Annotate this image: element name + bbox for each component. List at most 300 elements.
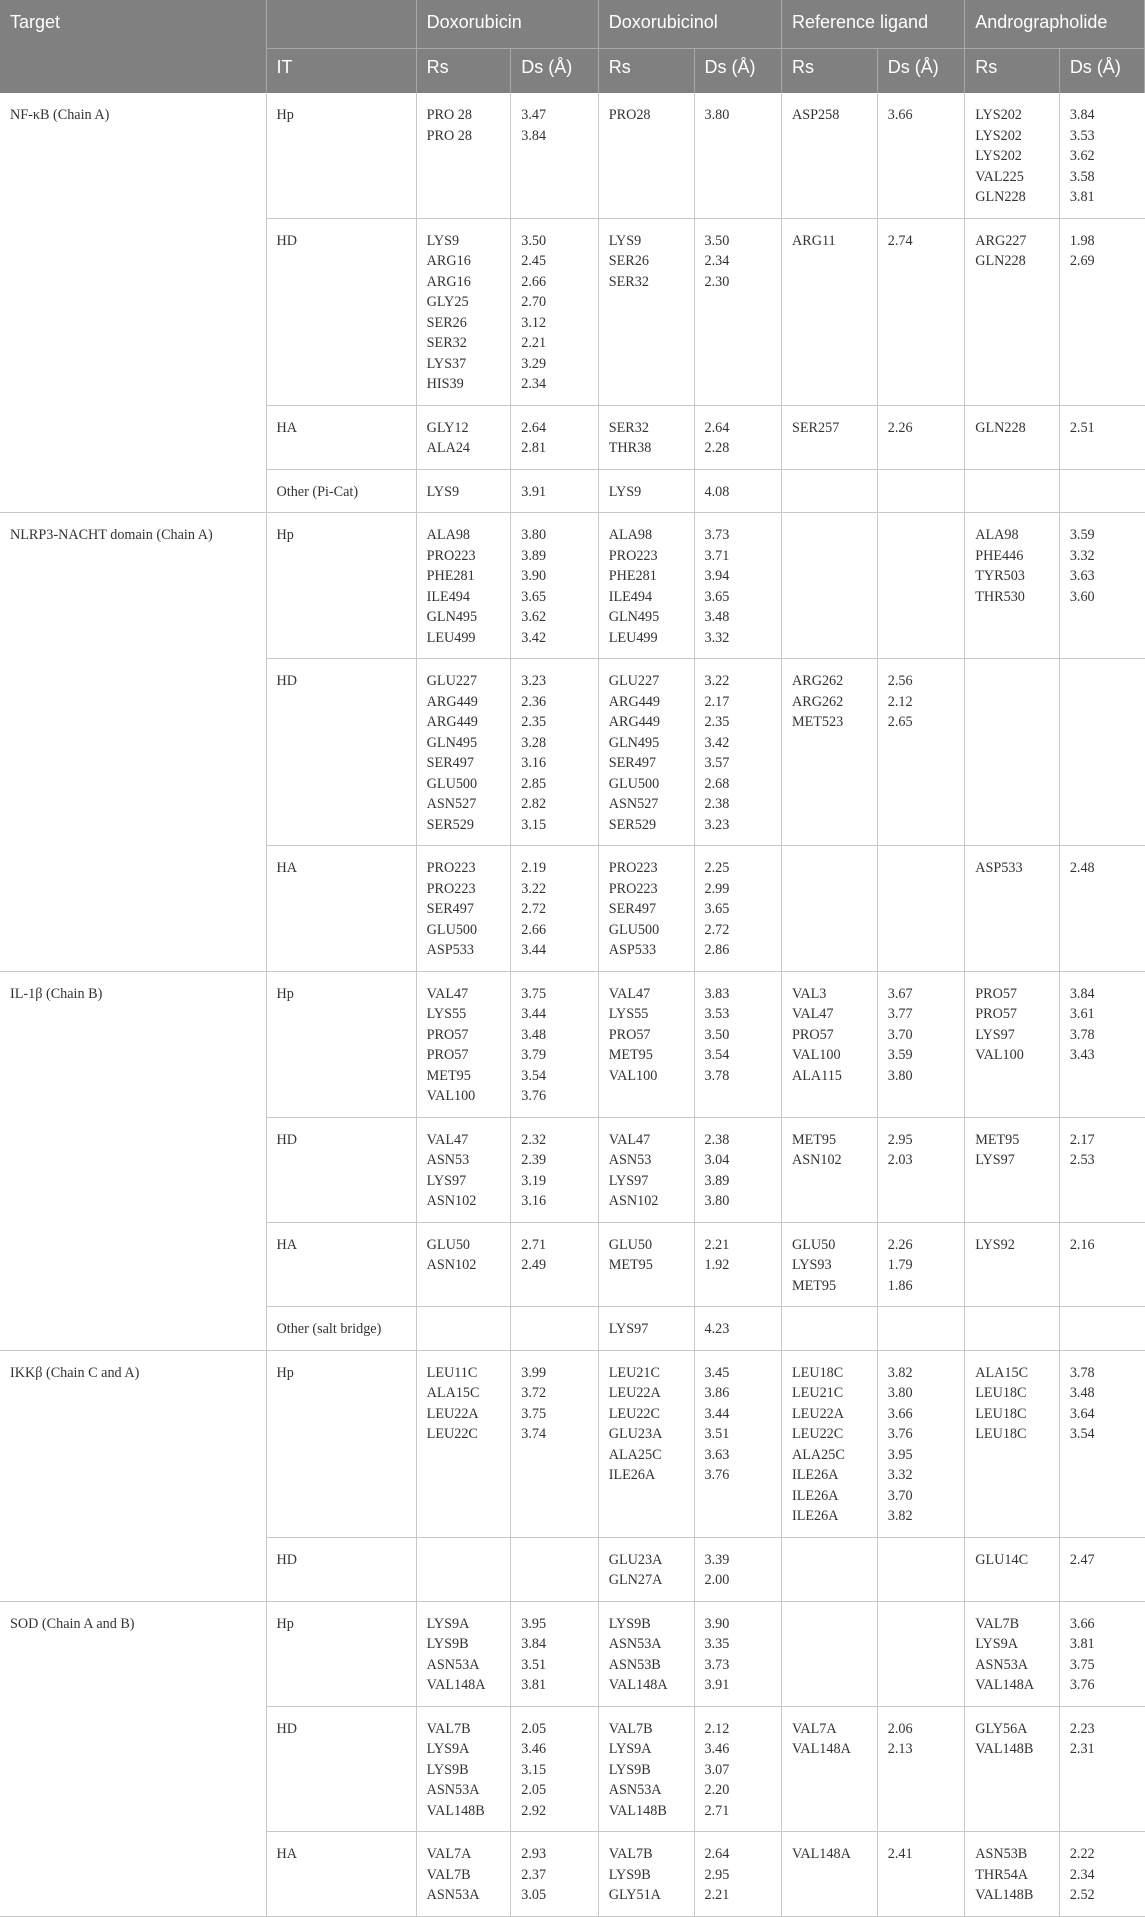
header-row-1 xyxy=(0,0,1145,49)
distance-value: 2.06 xyxy=(887,1720,913,1737)
distance-value: 2.34 xyxy=(521,376,547,392)
residue-cell xyxy=(965,93,1060,218)
distance-cell xyxy=(1059,1307,1144,1351)
residue-value: ASN102 xyxy=(791,1152,842,1168)
distance-value: 3.95 xyxy=(887,1446,913,1463)
distance-value: 3.28 xyxy=(521,734,547,751)
residue-value: ALA25C xyxy=(791,1446,845,1463)
residue-value: ASN527 xyxy=(608,796,659,812)
residue-value: ARG262 xyxy=(791,673,844,689)
residue-value: GLN495 xyxy=(608,609,660,625)
residue-value: VAL148A xyxy=(791,1846,851,1862)
distance-value: 2.69 xyxy=(1069,253,1095,269)
residue-value: ILE26A xyxy=(608,1467,656,1483)
residue-value: ARG449 xyxy=(426,693,478,710)
distance-value: 1.86 xyxy=(887,1277,913,1294)
distance-cell xyxy=(694,971,781,1117)
header-blank xyxy=(266,0,416,49)
distance-value: 3.75 xyxy=(521,1405,547,1422)
residue-value: GLY56A xyxy=(975,1720,1028,1737)
residue-value: VAL100 xyxy=(975,1047,1024,1063)
distance-value: 3.89 xyxy=(704,1172,730,1189)
distance-value: 3.42 xyxy=(521,629,547,646)
distance-value: 2.16 xyxy=(1069,1236,1095,1253)
residue-cell xyxy=(781,1537,877,1601)
residue-cell xyxy=(965,405,1060,469)
residue-cell xyxy=(965,971,1060,1117)
interaction-type: Other (Pi-Cat) xyxy=(266,469,416,513)
residue-cell xyxy=(781,218,877,405)
distance-cell xyxy=(877,218,964,405)
residue-cell xyxy=(598,1706,694,1832)
distance-value: 3.48 xyxy=(1069,1385,1095,1401)
distance-cell xyxy=(1059,1706,1144,1832)
distance-value: 2.95 xyxy=(704,1866,730,1883)
distance-cell xyxy=(877,469,964,513)
distance-value: 2.00 xyxy=(704,1572,730,1588)
distance-value: 3.76 xyxy=(704,1467,730,1483)
distance-value: 2.65 xyxy=(887,714,913,730)
residue-value: VAL148A xyxy=(608,1677,668,1693)
residue-cell xyxy=(781,1307,877,1351)
interaction-type: Hp xyxy=(266,513,416,659)
residue-cell xyxy=(965,1117,1060,1222)
distance-value: 3.12 xyxy=(521,314,547,331)
header-rs: Rs xyxy=(781,49,877,94)
residue-value: PRO 28 xyxy=(426,127,472,144)
table-body xyxy=(0,93,1145,1916)
distance-value: 3.48 xyxy=(521,1026,547,1043)
distance-value: 2.32 xyxy=(521,1131,547,1148)
distance-value: 2.23 xyxy=(1069,1720,1095,1737)
residue-value: SER497 xyxy=(426,901,474,917)
distance-cell xyxy=(511,1601,599,1706)
distance-value: 3.23 xyxy=(521,673,547,689)
residue-cell xyxy=(965,659,1060,846)
distance-cell xyxy=(877,971,964,1117)
distance-cell xyxy=(1059,1350,1144,1537)
distance-value: 3.50 xyxy=(704,232,730,249)
distance-cell xyxy=(511,846,599,972)
residue-value: LYS9A xyxy=(608,1741,652,1757)
residue-cell xyxy=(781,1222,877,1307)
residue-value: GLU227 xyxy=(608,673,660,689)
distance-cell xyxy=(1059,93,1144,218)
distance-value: 2.12 xyxy=(704,1720,730,1737)
residue-cell xyxy=(598,659,694,846)
distance-cell xyxy=(877,1350,964,1537)
residue-cell xyxy=(598,1601,694,1706)
distance-value: 2.34 xyxy=(1069,1866,1095,1883)
header-row-2 xyxy=(0,49,1145,94)
distance-value: 3.59 xyxy=(1069,527,1095,543)
residue-value: VAL148B xyxy=(975,1887,1034,1903)
target-name: IL-1β (Chain B) xyxy=(0,971,266,1350)
residue-value: ARG449 xyxy=(608,693,660,710)
residue-value: LEU18C xyxy=(791,1364,844,1381)
residue-cell xyxy=(598,513,694,659)
distance-cell xyxy=(877,1601,964,1706)
residue-value: LYS9B xyxy=(426,1636,469,1652)
residue-value: SER32 xyxy=(426,335,467,351)
distance-cell xyxy=(694,1350,781,1537)
residue-value: PRO57 xyxy=(975,985,1018,1002)
distance-value: 3.84 xyxy=(1069,985,1095,1002)
interaction-type: Hp xyxy=(266,971,416,1117)
residue-cell xyxy=(416,1706,511,1832)
residue-cell xyxy=(781,1601,877,1706)
residue-cell xyxy=(416,1307,511,1351)
table-row xyxy=(0,93,1145,218)
residue-value: ASN53B xyxy=(975,1846,1028,1862)
distance-value: 2.28 xyxy=(704,440,730,456)
residue-value: MET95 xyxy=(791,1277,837,1294)
residue-value: ASP533 xyxy=(608,942,657,958)
distance-value: 3.83 xyxy=(704,985,730,1002)
distance-value: 3.76 xyxy=(1069,1677,1095,1693)
residue-value: PRO57 xyxy=(608,1026,651,1043)
residue-value: VAL148B xyxy=(608,1802,667,1819)
residue-value: VAL47 xyxy=(608,985,651,1002)
distance-value: 3.75 xyxy=(521,985,547,1002)
distance-value: 3.80 xyxy=(704,107,730,123)
distance-value: 3.44 xyxy=(704,1405,730,1422)
residue-value: LYS9B xyxy=(608,1866,651,1883)
distance-value: 2.37 xyxy=(521,1866,547,1883)
residue-value: MET95 xyxy=(608,1047,653,1063)
distance-value: 2.52 xyxy=(1069,1887,1095,1903)
residue-cell xyxy=(598,1537,694,1601)
residue-cell xyxy=(781,971,877,1117)
distance-value: 2.34 xyxy=(704,253,730,269)
residue-value: LEU499 xyxy=(426,629,476,646)
distance-value: 2.13 xyxy=(887,1741,913,1757)
residue-value: PHE281 xyxy=(608,568,657,584)
residue-value: VAL47 xyxy=(608,1131,651,1148)
distance-cell xyxy=(694,1537,781,1601)
residue-value: PRO223 xyxy=(608,880,658,897)
distance-value: 3.82 xyxy=(887,1364,913,1381)
distance-cell xyxy=(694,513,781,659)
distance-value: 3.58 xyxy=(1069,168,1095,185)
distance-cell xyxy=(877,846,964,972)
header-rs: Rs xyxy=(598,49,694,94)
header-it: IT xyxy=(266,49,416,94)
residue-value: GLN228 xyxy=(975,253,1026,269)
distance-value: 2.21 xyxy=(704,1887,730,1903)
distance-value: 2.47 xyxy=(1069,1551,1095,1568)
distance-value: 3.61 xyxy=(1069,1006,1095,1022)
header-target: Target xyxy=(0,0,266,49)
distance-cell xyxy=(694,469,781,513)
residue-cell xyxy=(416,1350,511,1537)
residue-value: ALA24 xyxy=(426,440,471,456)
residue-value: PHE281 xyxy=(426,568,475,584)
distance-cell xyxy=(694,1222,781,1307)
interaction-type: HD xyxy=(266,659,416,846)
distance-value: 1.98 xyxy=(1069,232,1095,249)
residue-value: MET95 xyxy=(975,1131,1020,1148)
residue-cell xyxy=(416,93,511,218)
residue-cell xyxy=(598,218,694,405)
residue-value: PRO 28 xyxy=(426,107,472,123)
residue-cell xyxy=(598,1117,694,1222)
residue-value: LEU22A xyxy=(426,1405,479,1422)
distance-value: 3.76 xyxy=(887,1426,913,1442)
interaction-type: Hp xyxy=(266,1601,416,1706)
distance-cell xyxy=(1059,1222,1144,1307)
distance-cell xyxy=(1059,513,1144,659)
distance-value: 3.19 xyxy=(521,1172,547,1189)
distance-value: 3.53 xyxy=(1069,127,1095,144)
distance-value: 2.22 xyxy=(1069,1846,1095,1862)
distance-value: 3.54 xyxy=(521,1067,547,1084)
distance-cell xyxy=(877,1832,964,1917)
residue-value: VAL225 xyxy=(975,168,1024,185)
residue-value: ARG227 xyxy=(975,232,1027,249)
residue-value: LEU18C xyxy=(975,1405,1027,1422)
distance-value: 3.45 xyxy=(704,1364,730,1381)
target-name: NF-κB (Chain A) xyxy=(0,93,266,513)
distance-value: 3.44 xyxy=(521,942,547,958)
distance-value: 3.66 xyxy=(1069,1615,1095,1632)
distance-value: 2.53 xyxy=(1069,1152,1095,1168)
distance-value: 2.38 xyxy=(704,796,730,812)
residue-value: VAL148A xyxy=(975,1677,1035,1693)
residue-value: VAL148A xyxy=(426,1677,486,1693)
residue-cell xyxy=(965,1222,1060,1307)
distance-value: 2.93 xyxy=(521,1846,547,1862)
distance-value: 2.48 xyxy=(1069,860,1095,876)
residue-value: THR530 xyxy=(975,588,1025,605)
distance-value: 3.91 xyxy=(704,1677,730,1693)
distance-value: 2.82 xyxy=(521,796,547,812)
residue-value: ASN53A xyxy=(608,1782,662,1798)
residue-value: GLN495 xyxy=(426,609,478,625)
distance-value: 3.74 xyxy=(521,1426,547,1442)
distance-value: 3.78 xyxy=(1069,1026,1095,1043)
distance-value: 2.39 xyxy=(521,1152,547,1168)
target-name: SOD (Chain A and B) xyxy=(0,1601,266,1916)
residue-value: LYS37 xyxy=(426,355,467,372)
residue-value: VAL3 xyxy=(791,985,827,1002)
distance-value: 3.60 xyxy=(1069,588,1095,605)
distance-cell xyxy=(1059,469,1144,513)
residue-value: PRO223 xyxy=(426,860,476,876)
residue-value: PRO57 xyxy=(426,1026,469,1043)
residue-value: LYS55 xyxy=(608,1006,649,1022)
distance-value: 3.39 xyxy=(704,1551,730,1568)
residue-value: GLU14C xyxy=(975,1551,1029,1568)
distance-cell xyxy=(511,1117,599,1222)
header-doxorubicinol: Doxorubicinol xyxy=(598,0,781,49)
residue-cell xyxy=(965,1537,1060,1601)
residue-value: PRO223 xyxy=(426,880,476,897)
residue-cell xyxy=(781,405,877,469)
residue-value: LYS9 xyxy=(426,483,460,500)
distance-value: 3.48 xyxy=(704,609,730,625)
distance-cell xyxy=(511,1832,599,1917)
residue-cell xyxy=(598,971,694,1117)
residue-value: ILE494 xyxy=(426,588,470,605)
interaction-type: Hp xyxy=(266,93,416,218)
distance-cell xyxy=(1059,1117,1144,1222)
residue-cell xyxy=(416,218,511,405)
residue-value: VAL7B xyxy=(975,1615,1020,1632)
distance-cell xyxy=(511,1350,599,1537)
residue-value: LYS9A xyxy=(975,1636,1018,1652)
distance-value: 2.95 xyxy=(887,1131,913,1148)
distance-value: 2.21 xyxy=(704,1236,730,1253)
residue-value: LYS97 xyxy=(608,1172,649,1189)
residue-value: ASP258 xyxy=(791,107,840,123)
residue-value: ARG262 xyxy=(791,693,844,710)
residue-cell xyxy=(781,93,877,218)
residue-value: SER497 xyxy=(608,901,657,917)
distance-value: 3.77 xyxy=(887,1006,913,1022)
distance-value: 3.15 xyxy=(521,816,547,833)
distance-value: 3.63 xyxy=(1069,568,1095,584)
distance-value: 3.07 xyxy=(704,1761,730,1778)
distance-value: 2.17 xyxy=(704,693,730,710)
distance-cell xyxy=(694,405,781,469)
residue-cell xyxy=(781,846,877,972)
interaction-type: HD xyxy=(266,1537,416,1601)
distance-value: 3.59 xyxy=(887,1047,913,1063)
residue-value: LEU499 xyxy=(608,629,658,646)
residue-cell xyxy=(598,1222,694,1307)
residue-value: GLN228 xyxy=(975,419,1026,436)
distance-cell xyxy=(694,1307,781,1351)
distance-value: 3.50 xyxy=(521,232,547,249)
residue-cell xyxy=(965,1601,1060,1706)
residue-cell xyxy=(965,1307,1060,1351)
residue-cell xyxy=(781,1706,877,1832)
residue-value: LYS92 xyxy=(975,1236,1015,1253)
residue-value: GLY51A xyxy=(608,1887,661,1903)
residue-value: MET95 xyxy=(426,1067,471,1084)
distance-value: 3.81 xyxy=(1069,1636,1095,1652)
distance-value: 3.95 xyxy=(521,1615,547,1632)
residue-value: LEU11C xyxy=(426,1364,478,1381)
distance-value: 3.35 xyxy=(704,1636,730,1652)
distance-value: 3.32 xyxy=(704,629,730,646)
distance-value: 2.25 xyxy=(704,860,730,876)
residue-cell xyxy=(781,1350,877,1537)
distance-value: 3.62 xyxy=(1069,148,1095,164)
residue-value: SER529 xyxy=(426,816,474,833)
distance-value: 3.84 xyxy=(521,1636,547,1652)
residue-value: LYS202 xyxy=(975,127,1022,144)
residue-value: LYS97 xyxy=(975,1152,1015,1168)
distance-cell xyxy=(877,1307,964,1351)
distance-value: 2.71 xyxy=(521,1236,547,1253)
residue-cell xyxy=(598,93,694,218)
residue-value: ASN53B xyxy=(608,1656,661,1673)
residue-value: VAL7B xyxy=(608,1846,653,1862)
residue-value: PHE446 xyxy=(975,547,1024,564)
header-ds: Ds (Å) xyxy=(694,49,781,94)
distance-value: 3.80 xyxy=(521,527,547,543)
residue-value: SER26 xyxy=(426,314,467,331)
distance-value: 3.46 xyxy=(704,1741,730,1757)
residue-value: VAL7B xyxy=(608,1720,653,1737)
distance-value: 3.75 xyxy=(1069,1656,1095,1673)
residue-value: LYS97 xyxy=(975,1026,1015,1043)
distance-value: 3.81 xyxy=(1069,189,1095,205)
residue-value: ASP533 xyxy=(426,942,474,958)
distance-value: 3.84 xyxy=(521,127,547,144)
table-row xyxy=(0,513,1145,659)
residue-value: ARG16 xyxy=(426,273,471,290)
distance-value: 3.29 xyxy=(521,355,547,372)
distance-value: 2.45 xyxy=(521,253,547,269)
distance-cell xyxy=(1059,846,1144,972)
header-ds: Ds (Å) xyxy=(877,49,964,94)
distance-cell xyxy=(1059,1832,1144,1917)
distance-value: 3.46 xyxy=(521,1741,547,1757)
distance-value: 3.81 xyxy=(521,1677,547,1693)
residue-value: ILE26A xyxy=(791,1508,839,1524)
residue-value: LEU21C xyxy=(791,1385,844,1401)
residue-cell xyxy=(416,1601,511,1706)
distance-value: 3.86 xyxy=(704,1385,730,1401)
table-row xyxy=(0,971,1145,1117)
residue-cell xyxy=(781,469,877,513)
residue-value: LEU18C xyxy=(975,1385,1027,1401)
distance-value: 2.12 xyxy=(887,693,913,710)
residue-value: GLU50 xyxy=(791,1236,836,1253)
distance-value: 1.79 xyxy=(887,1257,913,1273)
distance-value: 2.72 xyxy=(521,901,547,917)
residue-value: ALA15C xyxy=(975,1364,1029,1381)
distance-cell xyxy=(694,93,781,218)
residue-value: GLU50 xyxy=(608,1236,653,1253)
distance-value: 2.64 xyxy=(521,419,547,436)
residue-value: VAL148A xyxy=(791,1741,851,1757)
residue-value: LEU21C xyxy=(608,1364,660,1381)
residue-cell xyxy=(781,659,877,846)
distance-value: 2.35 xyxy=(704,714,730,730)
distance-value: 3.99 xyxy=(521,1364,547,1381)
distance-cell xyxy=(877,93,964,218)
distance-value: 2.26 xyxy=(887,419,913,436)
distance-value: 3.22 xyxy=(521,880,547,897)
residue-cell xyxy=(416,659,511,846)
residue-value: VAL100 xyxy=(608,1067,658,1084)
residue-value: LYS9B xyxy=(608,1615,651,1632)
residue-value: LYS9 xyxy=(608,232,642,249)
residue-value: ARG16 xyxy=(426,253,471,269)
distance-cell xyxy=(1059,218,1144,405)
distance-value: 2.70 xyxy=(521,294,547,310)
residue-cell xyxy=(598,846,694,972)
residue-value: ALA15C xyxy=(426,1385,480,1401)
distance-value: 3.80 xyxy=(887,1067,913,1084)
residue-value: VAL148B xyxy=(975,1741,1034,1757)
residue-value: GLU50 xyxy=(426,1236,471,1253)
distance-value: 2.56 xyxy=(887,673,913,689)
distance-cell xyxy=(1059,1537,1144,1601)
residue-value: LYS93 xyxy=(791,1257,832,1273)
residue-value: GLN495 xyxy=(608,734,660,751)
residue-value: GLN495 xyxy=(426,734,478,751)
distance-value: 3.54 xyxy=(1069,1426,1095,1442)
distance-cell xyxy=(694,1706,781,1832)
distance-value: 2.99 xyxy=(704,880,730,897)
interaction-type: Other (salt bridge) xyxy=(266,1307,416,1351)
residue-value: SER26 xyxy=(608,253,649,269)
